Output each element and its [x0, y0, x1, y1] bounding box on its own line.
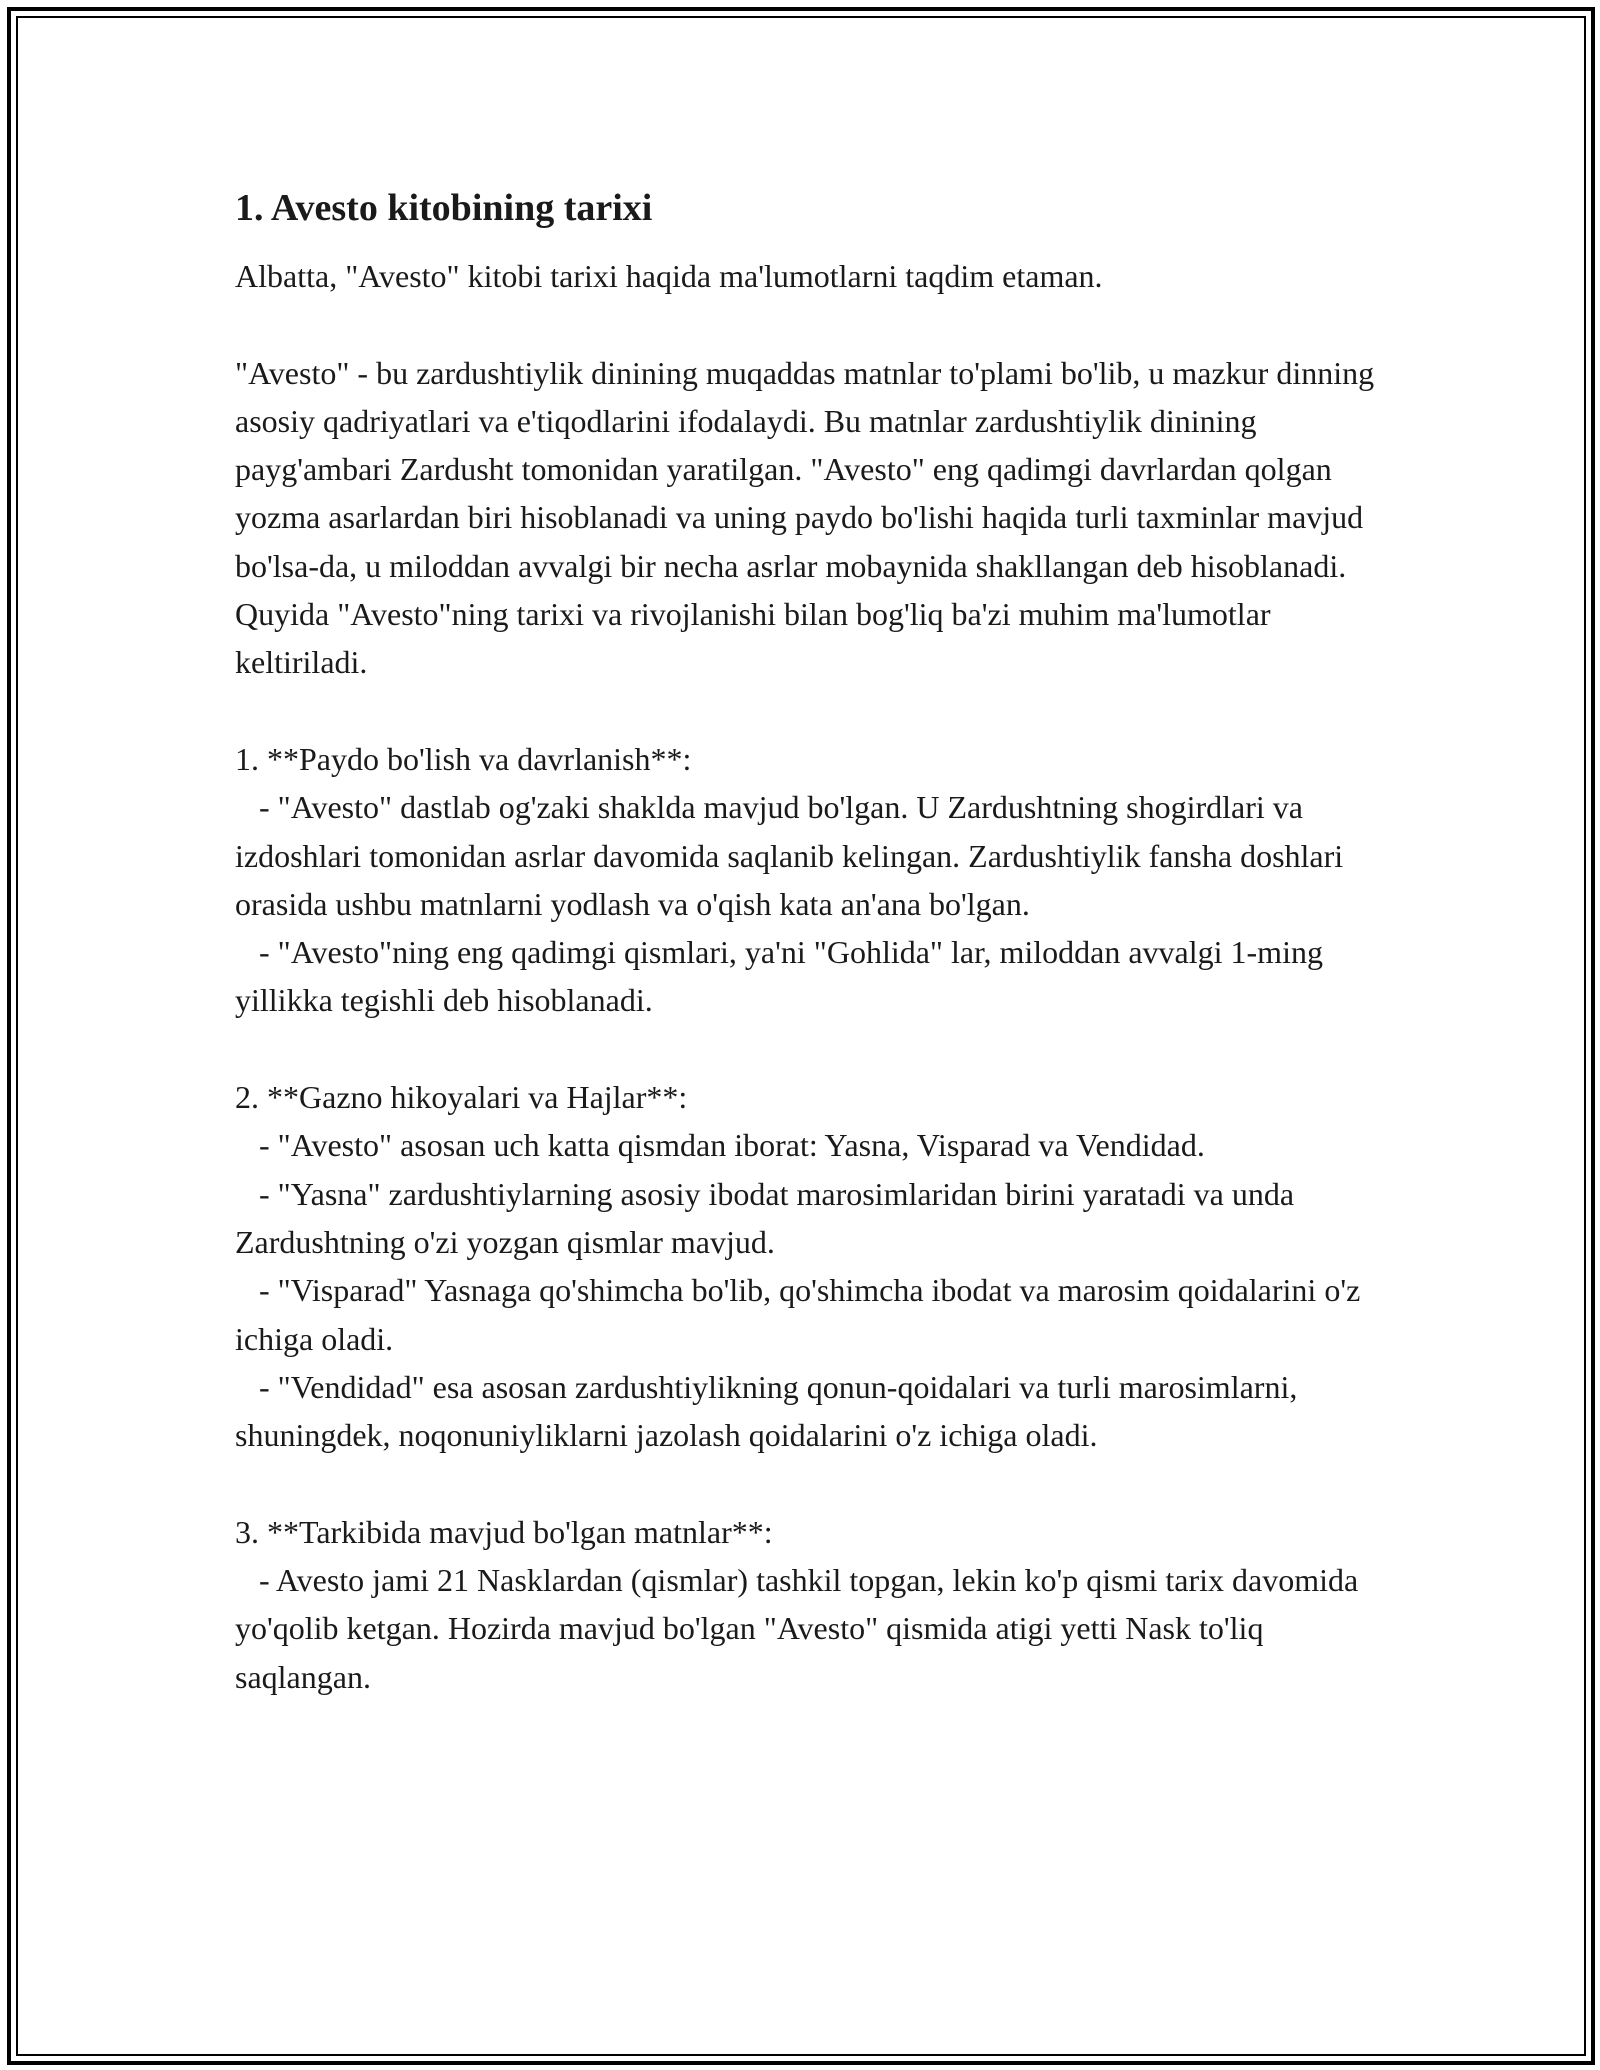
section-list-item: - "Avesto"ning eng qadimgi qismlari, ya'ni "Gohlida" lar, miloddan avvalgi 1-ming yillikka tegishli deb hisoblanadi. — [235, 934, 1331, 1019]
section-list-item: - "Visparad" Yasnaga qo'shimcha bo'lib, qo'shimcha ibodat va marosim qoidalarini o'z ichiga oladi. — [235, 1272, 1369, 1357]
section-list-item: - "Avesto" asosan uch katta qismdan iborat: Yasna, Visparad va Vendidad. — [235, 1127, 1205, 1164]
section-list-item: - "Vendidad" esa asosan zardushtiylikning qonun-qoidalari va turli marosimlarni, shuningdek, noqonuniyliklarni jazolash qoidalarini o'z ichiga oladi. — [235, 1368, 1306, 1454]
section-list-item: - Avesto jami 21 Nasklardan (qismlar) tashkil topgan, lekin ko'p qismi tarix davomida yo'qolib ketgan. Hozirda mavjud bo'lgan "Avesto" qismida atigi yetti Nask to'liq saqlangan. — [235, 1562, 1367, 1695]
section-1 — [235, 735, 1385, 1025]
paragraph-gap — [235, 1025, 1385, 1073]
document-body — [235, 184, 1385, 1701]
paragraph-gap — [235, 1459, 1385, 1507]
section-3 — [235, 1508, 1385, 1701]
overview-paragraph: "Avesto" - bu zardushtiylik dinining muqaddas matnlar to'plami bo'lib, u mazkur dinning asosiy qadriyatlari va e'tiqodlarini ifodalaydi. Bu matnlar zardushtiylik dinining payg'ambari Zardusht tomonidan yaratilgan. "Avesto" eng qadimgi davrlardan qolgan yozma asarlardan biri hisoblanadi va uning paydo bo'lishi haqida turli taxminlar mavjud bo'lsa-da, u miloddan avvalgi bir necha asrlar mobaynida shakllangan deb hisoblanadi. Quyida "Avesto"ning tarixi va rivojlanishi bilan bog'liq ba'zi muhim ma'lumotlar keltiriladi. — [235, 354, 1383, 681]
section-heading: 3. **Tarkibida mavjud bo'lgan matnlar**: — [235, 1513, 773, 1550]
paragraph-gap — [235, 300, 1385, 348]
section-list-item: - "Avesto" dastlab og'zaki shaklda mavjud bo'lgan. U Zardushtning shogirdlari va izdoshlari tomonidan asrlar davomida saqlanib kelingan. Zardushtiylik fansha doshlari orasida ushbu matnlarni yodlash va o'qish kata an'ana bo'lgan. — [235, 789, 1352, 922]
section-list-item: - "Yasna" zardushtiylarning asosiy ibodat marosimlaridan birini yaratadi va unda Zardushtning o'zi yozgan qismlar mavjud. — [235, 1175, 1303, 1260]
section-heading: 1. **Paydo bo'lish va davrlanish**: — [235, 740, 692, 777]
intro-paragraph: Albatta, "Avesto" kitobi tarixi haqida ma'lumotlarni taqdim etaman. — [235, 258, 1103, 294]
section-2 — [235, 1073, 1385, 1459]
paragraph-gap — [235, 687, 1385, 735]
section-heading: 2. **Gazno hikoyalari va Hajlar**: — [235, 1079, 688, 1116]
document-title: 1. Avesto kitobining tarixi — [235, 187, 653, 229]
